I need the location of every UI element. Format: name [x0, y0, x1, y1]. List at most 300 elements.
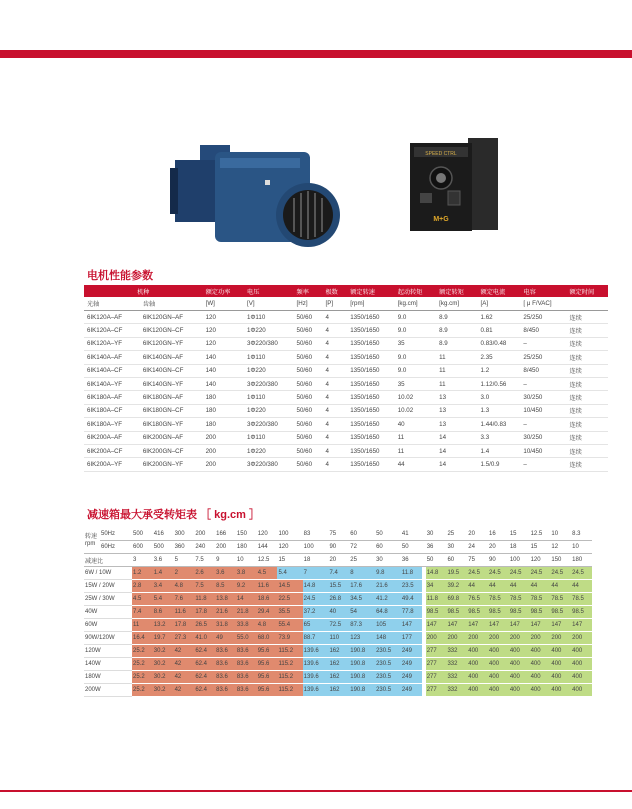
ratio-cell: 7.5: [194, 554, 215, 567]
torque-cell: 400: [571, 658, 592, 671]
torque-cell: 42: [174, 684, 195, 697]
torque-cell: 21.6: [375, 580, 401, 593]
torque-cell: 200: [467, 632, 488, 645]
torque-cell: 24.5: [509, 567, 530, 580]
torque-cell: 23.5: [401, 580, 422, 593]
spec-cell: 1.62: [478, 311, 521, 324]
spec-cell: 6IK180GN–YF: [140, 418, 203, 431]
header-duty: 额定时间: [566, 285, 608, 297]
ratio-cell: 150: [550, 554, 571, 567]
spec-cell: 3Φ220/380: [244, 418, 294, 431]
torque-cell: 14.8: [303, 580, 329, 593]
torque-cell: 400: [467, 645, 488, 658]
ratio-cell: 120: [530, 554, 551, 567]
speed-controller-image: [408, 133, 500, 233]
brand-logo: M+G: [433, 216, 449, 223]
torque-cell: 19.5: [446, 567, 467, 580]
unit-cell: [W]: [203, 297, 244, 311]
torque-cell: 5.4: [277, 567, 302, 580]
spec-cell: 连续: [566, 458, 608, 471]
torque-cell: 83.6: [236, 671, 257, 684]
spec-cell: 50/60: [294, 324, 323, 337]
torque-cell: 17.8: [174, 619, 195, 632]
torque-cell: 190.8: [349, 645, 375, 658]
torque-cell: 4.8: [174, 580, 195, 593]
torque-cell: 54: [349, 606, 375, 619]
torque-cell: 98.5: [467, 606, 488, 619]
torque-cell: 277: [426, 658, 447, 671]
torque-cell: 147: [401, 619, 422, 632]
speed-cell: 60: [349, 528, 375, 541]
svg-text:SPEED CTRL: SPEED CTRL: [425, 151, 457, 157]
torque-cell: 77.8: [401, 606, 422, 619]
torque-cell: 400: [530, 645, 551, 658]
torque-cell: 14: [236, 593, 257, 606]
torque-cell: 25.2: [132, 658, 153, 671]
spec-cell: 1Φ220: [244, 444, 294, 457]
torque-cell: 4.8: [257, 619, 278, 632]
spec-cell: 3Φ220/380: [244, 458, 294, 471]
torque-row: [84, 593, 592, 606]
torque-cell: 400: [530, 671, 551, 684]
torque-cell: 31.8: [215, 619, 236, 632]
torque-cell: 400: [509, 671, 530, 684]
spec-cell: 连续: [566, 377, 608, 390]
spec-cell: 连续: [566, 418, 608, 431]
torque-cell: 139.6: [303, 671, 329, 684]
torque-row: [84, 632, 592, 645]
speed-cell: 166: [215, 528, 236, 541]
torque-cell: 78.5: [571, 593, 592, 606]
spec-cell: 6IK200GN–YF: [140, 458, 203, 471]
torque-cell: 44: [530, 580, 551, 593]
unit-cell: [ μ F/VAC]: [520, 297, 566, 311]
speed-cell: 100: [303, 541, 329, 554]
torque-cell: 55.4: [277, 619, 302, 632]
spec-cell: 1350/1650: [347, 337, 394, 350]
torque-cell: 13.8: [215, 593, 236, 606]
spec-row: [84, 311, 608, 324]
torque-row-label: 40W: [84, 606, 132, 619]
spec-cell: 6IK140GN–AF: [140, 351, 203, 364]
spec-cell: 180: [203, 404, 244, 417]
torque-cell: 87.3: [349, 619, 375, 632]
spec-cell: 1.2: [478, 364, 521, 377]
torque-cell: 400: [509, 645, 530, 658]
header-frequency: 频率: [294, 285, 323, 297]
torque-cell: 98.5: [426, 606, 447, 619]
unit-cell: [rpm]: [347, 297, 394, 311]
spec-cell: 140: [203, 364, 244, 377]
torque-row-label: 180W: [84, 671, 132, 684]
unit-cell: [566, 297, 608, 311]
torque-cell: 2.6: [194, 567, 215, 580]
torque-cell: 42: [174, 671, 195, 684]
torque-cell: 249: [401, 658, 422, 671]
torque-cell: 162: [328, 671, 349, 684]
torque-cell: 65: [303, 619, 329, 632]
ratio-cell: 75: [467, 554, 488, 567]
torque-cell: 3.8: [236, 567, 257, 580]
torque-cell: 40: [328, 606, 349, 619]
torque-cell: 41.0: [194, 632, 215, 645]
spec-cell: 3.3: [478, 431, 521, 444]
spec-cell: 35: [395, 337, 436, 350]
unit-cell: [V]: [244, 297, 294, 311]
spec-cell: 1Φ220: [244, 404, 294, 417]
torque-cell: 1.2: [132, 567, 153, 580]
torque-cell: 162: [328, 645, 349, 658]
spec-cell: 4: [322, 458, 347, 471]
spec-cell: 1.3: [478, 404, 521, 417]
ratio-cell: 3.6: [153, 554, 174, 567]
torque-cell: 400: [509, 684, 530, 697]
torque-cell: 200: [530, 632, 551, 645]
torque-cell: 123: [349, 632, 375, 645]
torque-cell: 30.2: [153, 684, 174, 697]
unit-cell: 光轴: [84, 297, 140, 311]
spec-cell: 0.81: [478, 324, 521, 337]
spec-cell: 11: [436, 351, 477, 364]
spec-cell: 1350/1650: [347, 377, 394, 390]
spec-row: [84, 351, 608, 364]
torque-cell: 24.5: [530, 567, 551, 580]
torque-cell: 200: [509, 632, 530, 645]
spec-cell: 9.0: [395, 324, 436, 337]
ratio-cell: 180: [571, 554, 592, 567]
spec-cell: 4: [322, 377, 347, 390]
torque-cell: 400: [467, 658, 488, 671]
spec-cell: 1.44/0.83: [478, 418, 521, 431]
spec-cell: 14: [436, 458, 477, 471]
torque-row: [84, 567, 592, 580]
speed-cell: 30: [446, 541, 467, 554]
speed-cell: 8.3: [571, 528, 592, 541]
spec-cell: 9.0: [395, 351, 436, 364]
torque-cell: 162: [328, 658, 349, 671]
spec-cell: 4: [322, 311, 347, 324]
torque-cell: 62.4: [194, 684, 215, 697]
torque-cell: 400: [550, 684, 571, 697]
spec-cell: 6IK140A–CF: [84, 364, 140, 377]
spec-row: [84, 444, 608, 457]
ratio-cell: 25: [349, 554, 375, 567]
speed-cell: 50: [375, 528, 401, 541]
speed-cell: 360: [174, 541, 195, 554]
spec-cell: 连续: [566, 337, 608, 350]
torque-cell: 400: [488, 645, 509, 658]
spec-cell: 200: [203, 458, 244, 471]
speed-cell: 25: [446, 528, 467, 541]
torque-cell: 1.4: [153, 567, 174, 580]
spec-cell: 6IK200GN–AF: [140, 431, 203, 444]
spec-cell: 14: [436, 431, 477, 444]
torque-cell: 177: [401, 632, 422, 645]
spec-cell: 6IK140GN–CF: [140, 364, 203, 377]
torque-row: [84, 658, 592, 671]
torque-cell: 7.4: [328, 567, 349, 580]
torque-cell: 62.4: [194, 671, 215, 684]
spec-cell: 8.9: [436, 337, 477, 350]
ratio-cell: 12.5: [257, 554, 278, 567]
torque-cell: 3.6: [215, 567, 236, 580]
unit-cell: [kg.cm]: [436, 297, 477, 311]
spec-cell: 1350/1650: [347, 404, 394, 417]
spec-cell: 50/60: [294, 418, 323, 431]
spec-cell: 6IK120A–CF: [84, 324, 140, 337]
torque-cell: 249: [401, 671, 422, 684]
unit-cell: [A]: [478, 297, 521, 311]
spec-cell: 50/60: [294, 404, 323, 417]
spec-cell: 1350/1650: [347, 418, 394, 431]
ratio-cell: 9: [215, 554, 236, 567]
torque-cell: 115.2: [277, 671, 302, 684]
torque-cell: 33.8: [236, 619, 257, 632]
ratio-cell: 30: [375, 554, 401, 567]
spec-cell: 6IK200GN–CF: [140, 444, 203, 457]
spec-cell: 140: [203, 377, 244, 390]
torque-row-label: 140W: [84, 658, 132, 671]
speed-cell: 100: [277, 528, 302, 541]
torque-cell: 147: [550, 619, 571, 632]
torque-cell: 147: [446, 619, 467, 632]
spec-cell: 50/60: [294, 444, 323, 457]
speed-cell: 200: [215, 541, 236, 554]
torque-cell: 55.0: [236, 632, 257, 645]
gear-motor-image: [170, 140, 340, 255]
motor-spec-table: [84, 285, 608, 472]
speed-cell: 30: [426, 528, 447, 541]
torque-cell: 400: [488, 671, 509, 684]
torque-cell: 8.5: [215, 580, 236, 593]
spec-cell: 6IK180GN–AF: [140, 391, 203, 404]
speed-cell: 15: [530, 541, 551, 554]
torque-cell: 190.8: [349, 684, 375, 697]
torque-cell: 17.8: [194, 606, 215, 619]
torque-cell: 24.5: [550, 567, 571, 580]
spec-cell: 6IK140GN–YF: [140, 377, 203, 390]
torque-cell: 200: [571, 632, 592, 645]
spec-cell: 50/60: [294, 337, 323, 350]
torque-cell: 25.2: [132, 671, 153, 684]
spec-row: [84, 458, 608, 471]
speed-cell: 72: [349, 541, 375, 554]
bottom-accent-bar: [0, 790, 632, 792]
spec-cell: 连续: [566, 431, 608, 444]
spec-cell: 6IK140A–YF: [84, 377, 140, 390]
spec-cell: 1350/1650: [347, 311, 394, 324]
unit-cell: [kg.cm]: [395, 297, 436, 311]
speed-cell: 75: [328, 528, 349, 541]
torque-cell: 3.4: [153, 580, 174, 593]
spec-cell: 11: [436, 364, 477, 377]
spec-cell: –: [520, 458, 566, 471]
speed-cell: 12: [550, 541, 571, 554]
spec-cell: 连续: [566, 324, 608, 337]
header-start-torque: 起动转矩: [395, 285, 436, 297]
torque-cell: 115.2: [277, 684, 302, 697]
spec-row: [84, 391, 608, 404]
torque-cell: 44: [571, 580, 592, 593]
spec-cell: 连续: [566, 364, 608, 377]
torque-cell: 42: [174, 645, 195, 658]
speed-cell: 16: [488, 528, 509, 541]
torque-cell: 147: [426, 619, 447, 632]
speed-cell: 10: [550, 528, 571, 541]
spec-cell: 6IK120A–YF: [84, 337, 140, 350]
speed-cell: 18: [509, 541, 530, 554]
torque-cell: 7.6: [174, 593, 195, 606]
spec-cell: 1350/1650: [347, 351, 394, 364]
spec-unit-row: [84, 297, 608, 311]
torque-cell: 98.5: [571, 606, 592, 619]
torque-cell: 400: [571, 684, 592, 697]
ratio-cell: 18: [303, 554, 329, 567]
spec-cell: 连续: [566, 404, 608, 417]
top-accent-bar: [0, 50, 632, 58]
ratio-cell: 100: [509, 554, 530, 567]
ratio-cell: 20: [328, 554, 349, 567]
torque-cell: 105: [375, 619, 401, 632]
torque-cell: 9.2: [236, 580, 257, 593]
torque-row: [84, 619, 592, 632]
spec-cell: 6IK180GN–CF: [140, 404, 203, 417]
spec-cell: 25/250: [520, 351, 566, 364]
torque-cell: 25.2: [132, 645, 153, 658]
torque-cell: 115.2: [277, 658, 302, 671]
spec-cell: 1.5/0.9: [478, 458, 521, 471]
speed-cell: 500: [153, 541, 174, 554]
torque-cell: 44: [550, 580, 571, 593]
spec-cell: 6IK200A–CF: [84, 444, 140, 457]
torque-cell: 98.5: [488, 606, 509, 619]
torque-cell: 29.4: [257, 606, 278, 619]
torque-cell: 139.6: [303, 658, 329, 671]
spec-row: [84, 364, 608, 377]
spec-cell: 11: [395, 431, 436, 444]
speed-cell: 120: [257, 528, 278, 541]
header-current: 额定电流: [478, 285, 521, 297]
spec-cell: 1.12/0.56: [478, 377, 521, 390]
spec-cell: 8/450: [520, 364, 566, 377]
spec-cell: 4: [322, 337, 347, 350]
spec-cell: 3.0: [478, 391, 521, 404]
torque-cell: 7: [303, 567, 329, 580]
spec-cell: 10.02: [395, 404, 436, 417]
torque-cell: 200: [550, 632, 571, 645]
torque-cell: 9.8: [375, 567, 401, 580]
torque-cell: 49.4: [401, 593, 422, 606]
torque-cell: 147: [467, 619, 488, 632]
speed-cell: 150: [236, 528, 257, 541]
torque-cell: 230.5: [375, 645, 401, 658]
spec-cell: –: [520, 377, 566, 390]
torque-cell: 400: [571, 645, 592, 658]
spec-cell: 4: [322, 418, 347, 431]
spec-cell: 6IK180A–AF: [84, 391, 140, 404]
spec-cell: 1Φ220: [244, 324, 294, 337]
spec-cell: 4: [322, 351, 347, 364]
spec-cell: 180: [203, 391, 244, 404]
speed-cell: 20: [488, 541, 509, 554]
torque-cell: 400: [530, 684, 551, 697]
spec-cell: 1Φ110: [244, 431, 294, 444]
ratio-cell: 3: [132, 554, 153, 567]
torque-row-label: 6W / 10W: [84, 567, 132, 580]
torque-cell: 249: [401, 645, 422, 658]
torque-cell: 400: [467, 684, 488, 697]
header-capacitor: 电容: [520, 285, 566, 297]
spec-row: [84, 337, 608, 350]
torque-cell: 78.5: [509, 593, 530, 606]
torque-cell: 200: [446, 632, 467, 645]
torque-cell: 95.6: [257, 658, 278, 671]
header-speed: 额定转速: [347, 285, 394, 297]
torque-cell: 26.5: [194, 619, 215, 632]
ratio-cell: 90: [488, 554, 509, 567]
spec-cell: 50/60: [294, 377, 323, 390]
torque-cell: 16.4: [132, 632, 153, 645]
spec-cell: 6IK120GN–CF: [140, 324, 203, 337]
spec-cell: 120: [203, 311, 244, 324]
torque-cell: 190.8: [349, 671, 375, 684]
torque-cell: 88.7: [303, 632, 329, 645]
torque-cell: 400: [467, 671, 488, 684]
spec-cell: 40: [395, 418, 436, 431]
spec-cell: –: [520, 418, 566, 431]
torque-cell: 190.8: [349, 658, 375, 671]
spec-cell: 50/60: [294, 458, 323, 471]
torque-cell: 139.6: [303, 645, 329, 658]
spec-cell: 120: [203, 324, 244, 337]
header-rated-torque: 额定转矩: [436, 285, 477, 297]
spec-cell: 连续: [566, 311, 608, 324]
torque-cell: 400: [488, 658, 509, 671]
torque-cell: 332: [446, 658, 467, 671]
torque-cell: 95.6: [257, 684, 278, 697]
torque-cell: 98.5: [446, 606, 467, 619]
torque-row: [84, 671, 592, 684]
speed-cell: 41: [401, 528, 422, 541]
torque-cell: 25.2: [132, 684, 153, 697]
torque-cell: 37.2: [303, 606, 329, 619]
torque-cell: 147: [509, 619, 530, 632]
spec-cell: 6IK180A–CF: [84, 404, 140, 417]
torque-row: [84, 645, 592, 658]
speed-label: 转速 rpm: [84, 528, 100, 554]
spec-cell: 6IK120GN–YF: [140, 337, 203, 350]
torque-cell: 4.5: [257, 567, 278, 580]
spec-cell: 3Φ220/380: [244, 337, 294, 350]
spec-cell: 30/250: [520, 431, 566, 444]
spec-cell: 11: [395, 444, 436, 457]
torque-cell: 147: [530, 619, 551, 632]
motor-spec-title: 电机性能参数: [87, 270, 153, 282]
speed-cell: 83: [303, 528, 329, 541]
freq-60-label: 60Hz: [100, 541, 132, 554]
spec-row: [84, 404, 608, 417]
torque-row: [84, 606, 592, 619]
torque-cell: 44: [488, 580, 509, 593]
spec-row: [84, 418, 608, 431]
spec-cell: 1350/1650: [347, 324, 394, 337]
torque-cell: 11: [132, 619, 153, 632]
ratio-label: 减速比: [84, 554, 132, 567]
speed-cell: 60: [375, 541, 401, 554]
torque-cell: 22.5: [277, 593, 302, 606]
torque-cell: 2.8: [132, 580, 153, 593]
torque-cell: 76.5: [467, 593, 488, 606]
